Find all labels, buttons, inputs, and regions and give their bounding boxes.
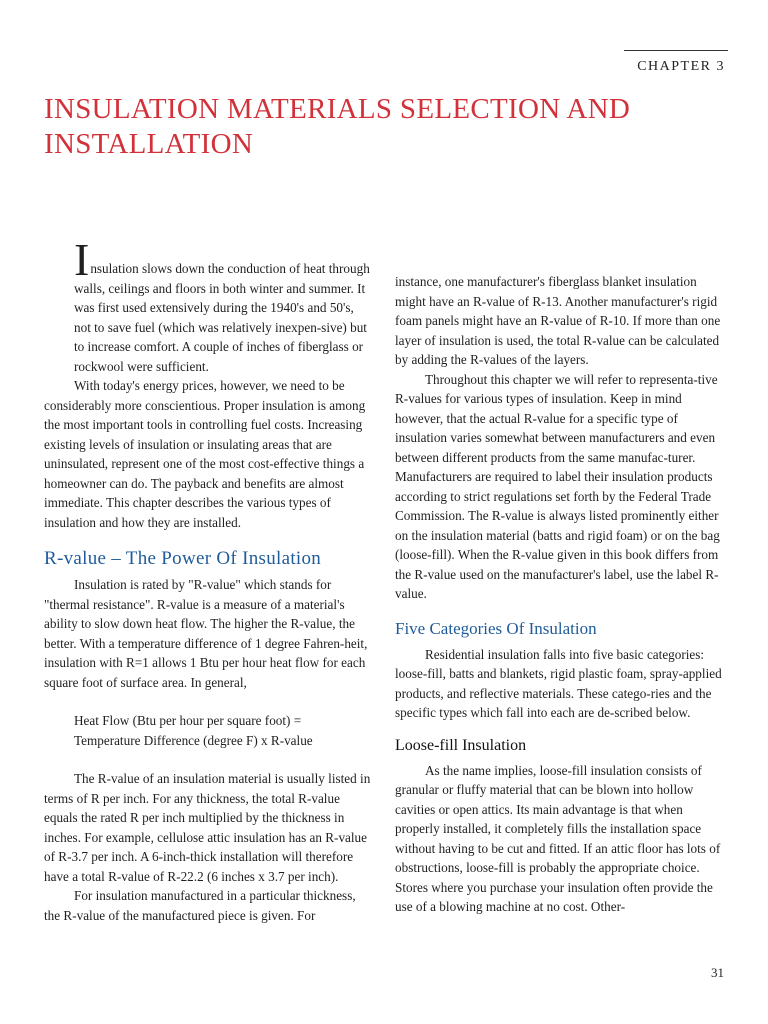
- left-paragraph-5: For insulation manufactured in a particular thickness, the R-value of the manufactured piece is given. For: [44, 888, 356, 923]
- left-paragraph-3: Insulation is rated by "R-value" which stands for "thermal resistance". R-value is a measure of a material's ability to slow down heat flow. The higher the R-value, the better. With a temperature difference of 1 degree Fahren-heit, insulation with R=1 allows 1 Btu per hour heat flow for each square foot of surface area. In general,: [44, 577, 368, 690]
- left-paragraph-1-text: nsulation slows down the conduction of heat through walls, ceilings and floors in both winter and summer. It was first used extensively during the 1940's and 50's, not to save fuel (which was relatively inexpen-sive) but to increase comfort. A couple of inches of fiberglass or rockwool were sufficient.: [74, 261, 370, 374]
- left-paragraph-2: With today's energy prices, however, we need to be considerably more conscientious. Proper insulation is among the most important tools in controlling fuel costs. Increasing existing levels of insulation or insulating areas that are uninsulated, represent one of the most cost-effective things a homeowner can do. The payback and benefits are almost immediate. This chapter describes the various types of insulation and how they are installed.: [44, 378, 366, 530]
- chapter-label: CHAPTER 3: [637, 59, 725, 74]
- right-paragraph-2: Throughout this chapter we will refer to representa-tive R-values for various types of insulation. Keep in mind however, that the actual R-value for a specific type of insulation varies somewhat between manufacturers and even between different products from the same manufac-turer. Manufacturers are required to label their insulation products according to strict regulations set forth by the Federal Trade Commission. The R-value is always listed prominently either on the insulation material (batts and rigid foam) or on the bag (loose-fill). When the R-value given in this book differs from the R-value used on the manufacturer's label, use the label R-value.: [395, 371, 720, 601]
- left-paragraph-1: [44, 234, 373, 376]
- section-heading-five-categories: Five Categories Of Insulation: [395, 618, 597, 638]
- page-title: INSULATION MATERIALS SELECTION AND INSTALLATION: [44, 93, 631, 160]
- right-paragraph-3: Residential insulation falls into five basic categories: loose-fill, batts and blankets, rigid plastic foam, spray-applied products, and reflective materials. These catego-ries and the specific types which fall into each are de-scribed below.: [395, 646, 722, 720]
- formula-line-2: Temperature Difference (degree F) x R-value: [74, 732, 313, 748]
- left-paragraph-4: The R-value of an insulation material is usually listed in terms of R per inch. For any thickness, the total R-value equals the rated R per inch multiplied by the thickness in inches. For example, cellulose attic insulation has an R-value of R-3.7 per inch. A 6-inch-thick installation will therefore have a total R-value of R-22.2 (6 inches x 3.7 per inch).: [44, 771, 371, 884]
- header-rule: [624, 50, 728, 51]
- formula-line-1: Heat Flow (Btu per hour per square foot) =: [74, 713, 302, 728]
- right-paragraph-4: As the name implies, loose-fill insulation consists of granular or fluffy material that can be blown into hollow cavities or open attics. Its main advantage is that when properly installed, it completely fills the installation space without having to be cut and fitted. If an attic floor has lots of obstructions, loose-fill is probably the appropriate choice. Stores where you purchase your insulation often provide the use of a blowing machine at no cost. Other-: [395, 762, 721, 914]
- right-paragraph-1: instance, one manufacturer's fiberglass blanket insulation might have an R-value of R-13. Another manufacturer's rigid foam panels might have an R-value of R-10. If more than one layer of insulation is used, the total R-value can be calculated by adding the R-values of the layers.: [395, 274, 721, 367]
- right-column: [395, 272, 724, 917]
- page-number: 31: [711, 965, 724, 980]
- section-heading-r-value: R-value – The Power Of Insulation: [44, 548, 322, 569]
- subheading-loose-fill: Loose-fill Insulation: [395, 736, 527, 754]
- left-column: [44, 234, 373, 925]
- drop-cap: I: [74, 234, 90, 285]
